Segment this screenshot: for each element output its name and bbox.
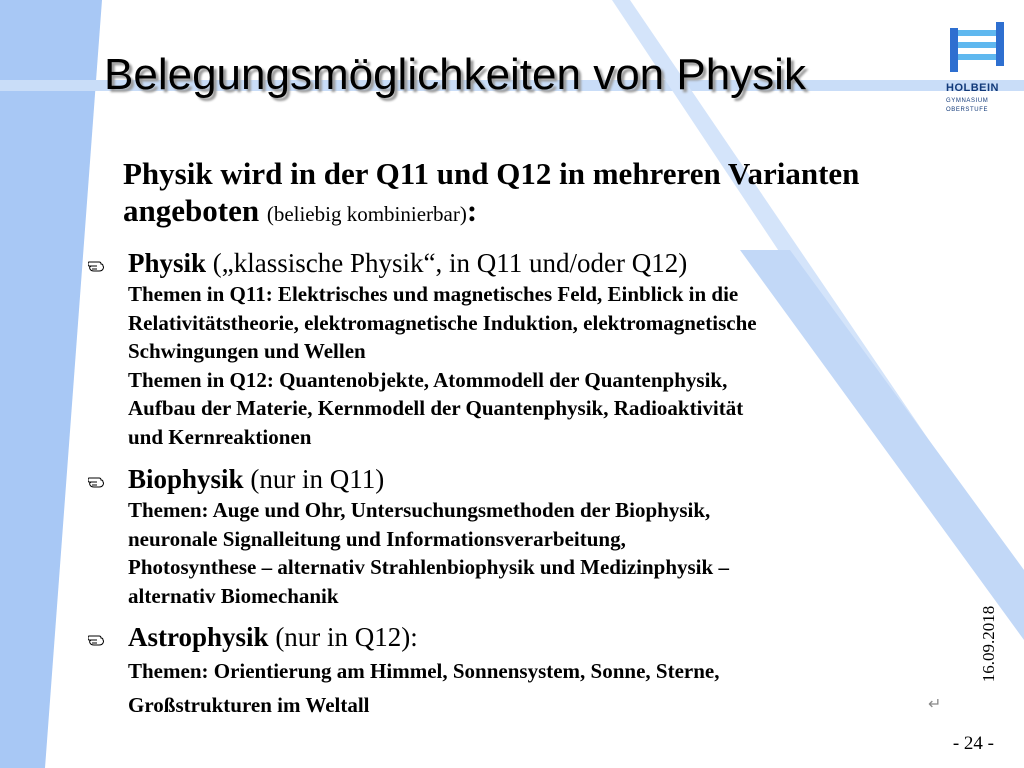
bullet-line: Themen in Q11: Elektrisches und magnetisches Feld, Einblick in die xyxy=(128,282,739,306)
bullet-detail: („klassische Physik“, in Q11 und/oder Q12) xyxy=(206,248,688,278)
bullet-title: Physik xyxy=(128,248,207,278)
pointing-hand-icon xyxy=(88,473,106,488)
pointing-hand-icon xyxy=(88,257,106,272)
intro-paragraph xyxy=(123,155,943,233)
intro-note: (beliebig kombinierbar) xyxy=(266,202,467,226)
bullet-heading xyxy=(128,462,384,496)
page-number: - 24 - xyxy=(952,733,994,754)
bullet-heading xyxy=(128,246,687,280)
bullet-line: Themen in Q12: Quantenobjekte, Atommodell der Quantenphysik, xyxy=(128,367,728,392)
bullet-body xyxy=(128,280,998,451)
logo-name: HOLBEIN xyxy=(946,82,999,94)
bullet-line: alternativ Biomechanik xyxy=(128,583,339,608)
bullet-body xyxy=(128,654,998,722)
logo-subtitle-oberstufe: OBERSTUFE xyxy=(946,107,989,113)
bullet-body xyxy=(128,496,998,610)
intro-text: Physik wird in der Q11 und Q12 in mehreren Varianten angeboten xyxy=(123,156,860,228)
bullet-line: Aufbau der Materie, Kernmodell der Quantenphysik, Radioaktivität xyxy=(128,396,744,420)
bullet-heading xyxy=(128,620,418,654)
bullet-line: Schwingungen und Wellen xyxy=(128,339,366,363)
logo-subtitle-gymnasium: GYMNASIUM xyxy=(946,98,989,104)
bullet-line: Großstrukturen im Weltall xyxy=(128,693,370,717)
bullet-line: Themen: Auge und Ohr, Untersuchungsmethoden der Biophysik, xyxy=(128,498,711,522)
slide-date xyxy=(974,598,1004,690)
bullet-detail: (nur in Q12): xyxy=(268,622,418,652)
school-logo xyxy=(946,18,1008,126)
intro-colon: : xyxy=(466,193,478,228)
bullet-title: Biophysik xyxy=(128,464,244,494)
slide-title: Belegungsmöglichkeiten von Physik xyxy=(104,50,806,99)
bullet-detail: (nur in Q11) xyxy=(243,464,385,494)
bullet-title: Astrophysik xyxy=(128,622,269,652)
date-text: 16.09.2018 xyxy=(979,605,998,683)
bullet-line: Relativitätstheorie, elektromagnetische Induktion, elektromagnetische xyxy=(128,310,757,335)
bullet-line: neuronale Signalleitung und Informationsverarbeitung, xyxy=(128,526,626,551)
bullet-line: Themen: Orientierung am Himmel, Sonnensystem, Sonne, Sterne, xyxy=(128,659,720,683)
bullet-line: und Kernreaktionen xyxy=(128,424,312,449)
paragraph-mark: ↵ xyxy=(928,696,942,713)
bullet-line: Photosynthese – alternativ Strahlenbiophysik und Medizinphysik – xyxy=(128,555,729,579)
holbein-h-icon xyxy=(946,18,1008,80)
pointing-hand-icon xyxy=(88,631,106,646)
